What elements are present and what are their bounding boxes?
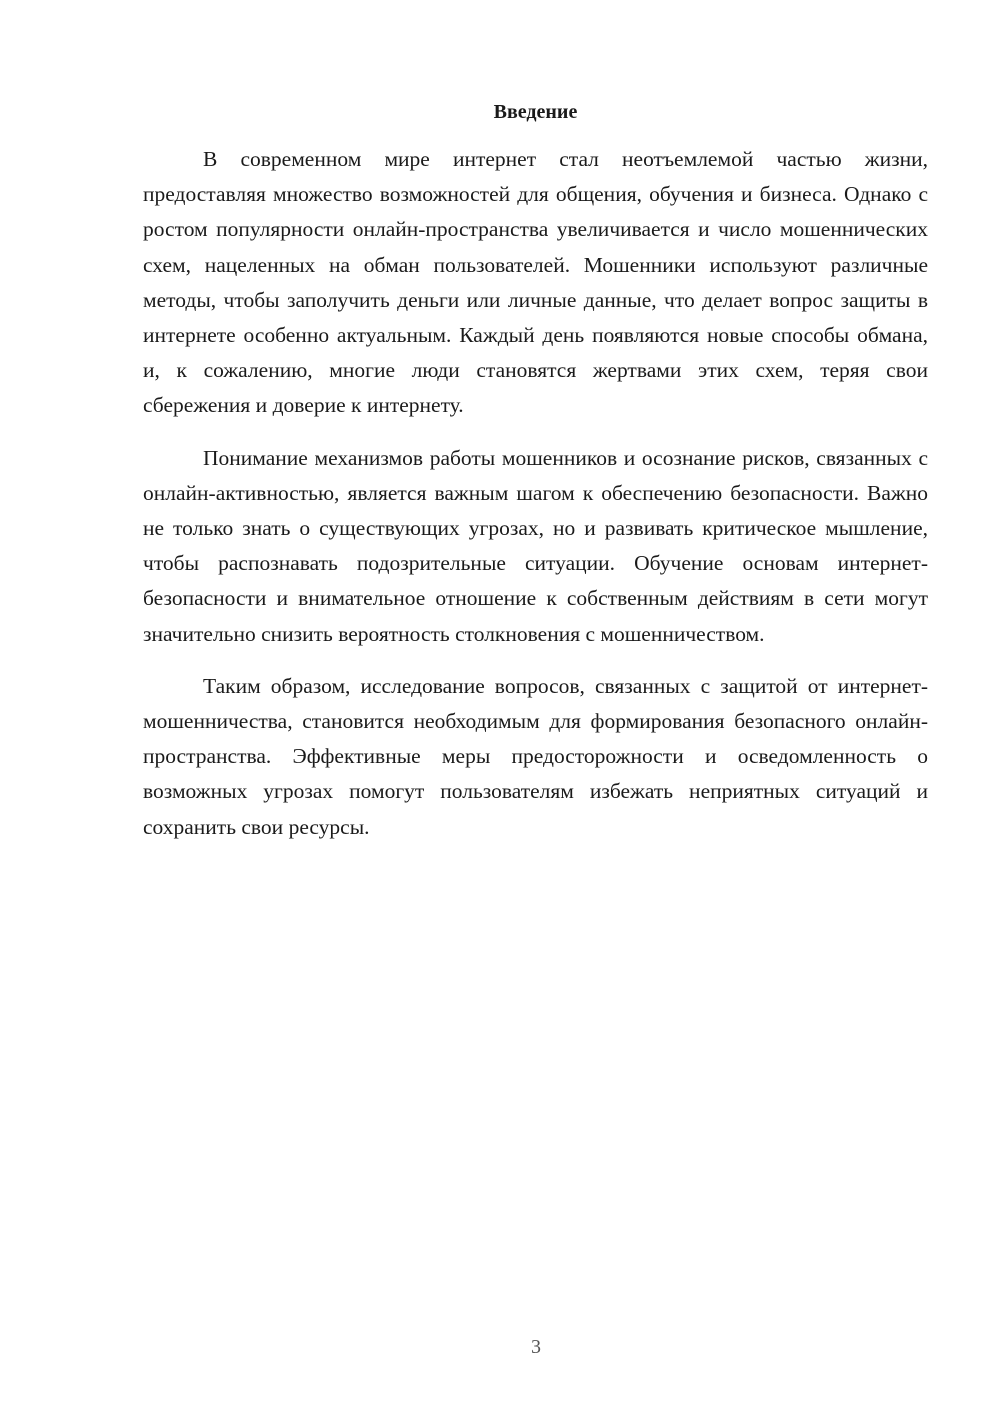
body-text <box>143 142 928 862</box>
paragraph-3: Таким образом, исследование вопросов, связанных с защитой от интернет-мошенничества, становится необходимым для формирования безопасного онлайн-пространства. Эффективные меры предосторожности и осведомленность о возможных угрозах помогут пользователям избежать неприятных ситуаций и сохранить свои ресурсы. <box>143 673 928 839</box>
paragraph-2: Понимание механизмов работы мошенников и осознание рисков, связанных с онлайн-активностью, является важным шагом к обеспечению безопасности. Важно не только знать о существующих угрозах, но и развивать критическое мышление, чтобы распознавать подозрительные ситуации. Обучение основам интернет-безопасности и внимательное отношение к собственным действиям в сети могут значительно снизить вероятность столкновения с мошенничеством. <box>143 445 928 646</box>
section-title: Введение <box>493 101 578 123</box>
page-number: 3 <box>531 1336 541 1358</box>
paragraph-1: В современном мире интернет стал неотъемлемой частью жизни, предоставляя множество возможностей для общения, обучения и бизнеса. Однако с ростом популярности онлайн-пространства увеличивается и число мошеннических схем, нацеленных на обман пользователей. Мошенники используют различные методы, чтобы заполучить деньги или личные данные, что делает вопрос защиты в интернете особенно актуальным. Каждый день появляются новые способы обмана, и, к сожалению, многие люди становятся жертвами этих схем, теряя свои сбережения и доверие к интернету. <box>143 147 928 418</box>
